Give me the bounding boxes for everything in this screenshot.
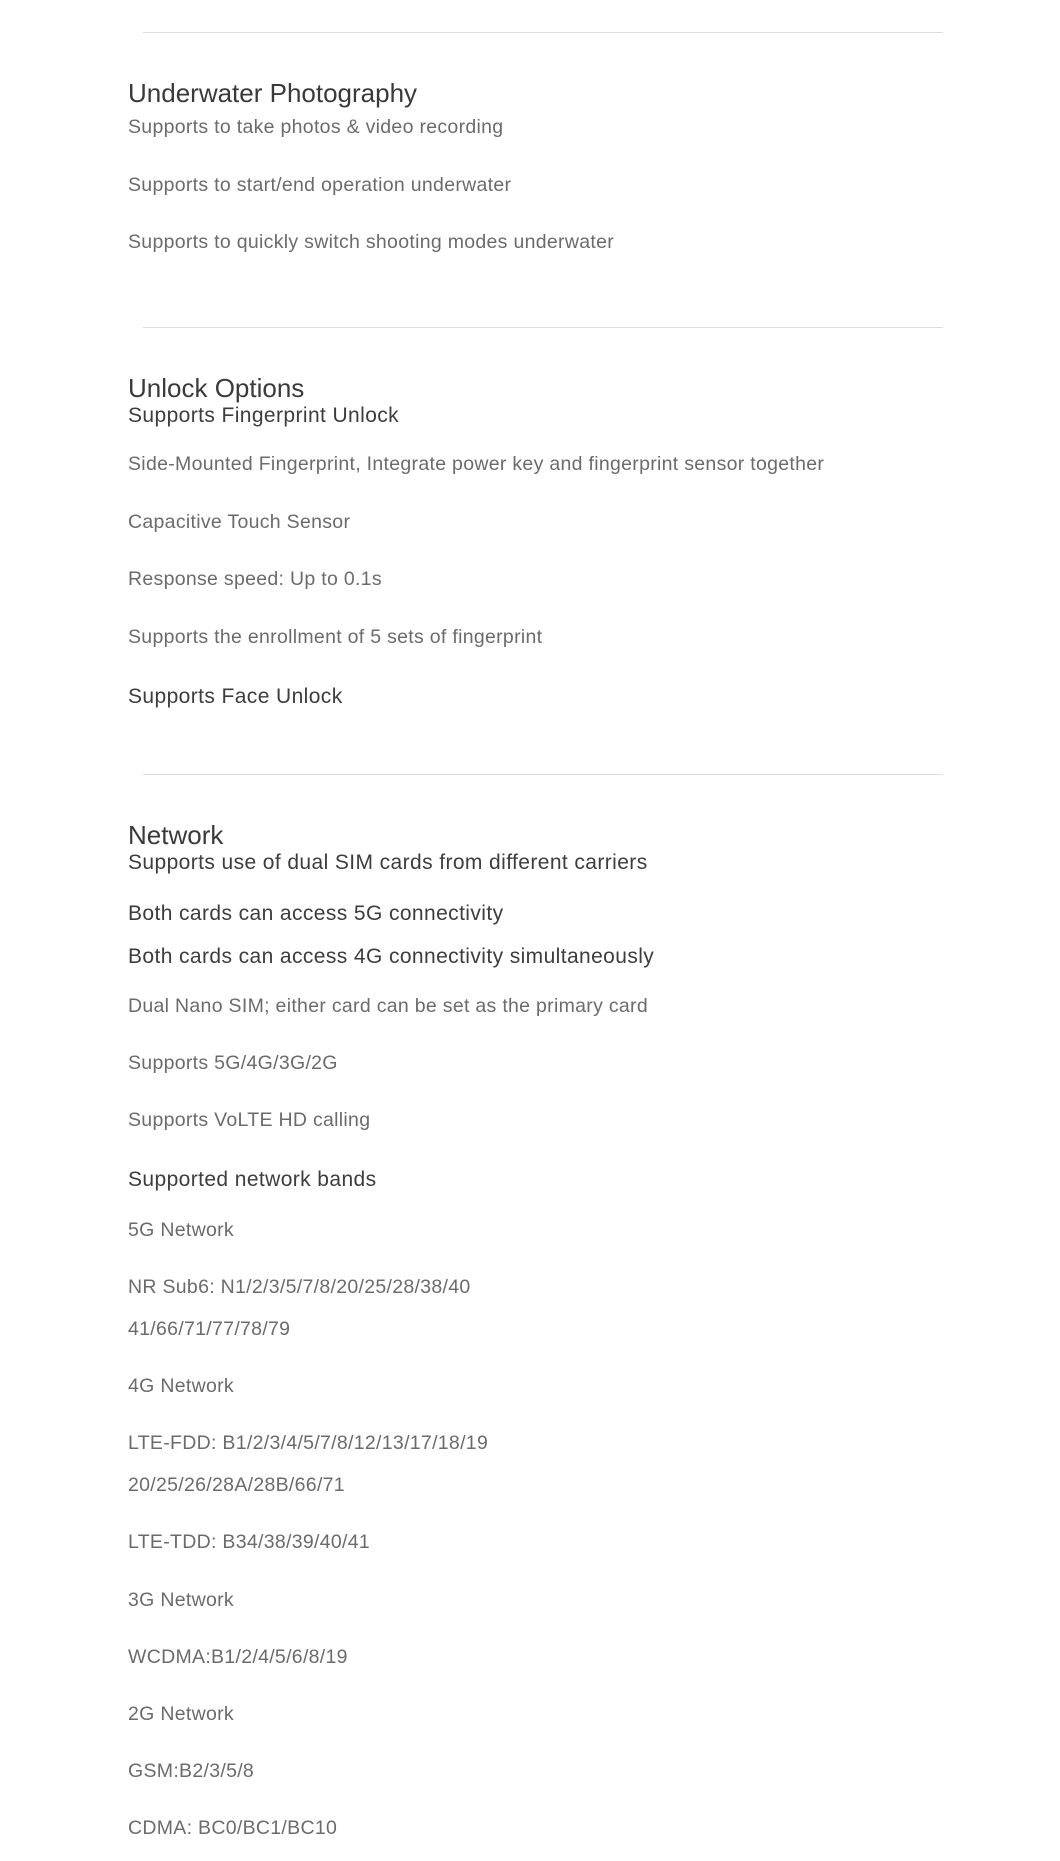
network-section-title: Network (128, 820, 224, 850)
section-divider (143, 327, 943, 328)
band-lte-fdd-cont: 20/25/26/28A/28B/66/71 (128, 1474, 345, 1496)
fingerprint-item: Capacitive Touch Sensor (128, 511, 351, 533)
band-4g-label: 4G Network (128, 1375, 234, 1397)
band-gsm: GSM:B2/3/5/8 (128, 1760, 255, 1782)
underwater-section-title: Underwater Photography (128, 78, 418, 108)
underwater-item: Supports to quickly switch shooting modes underwater (128, 231, 615, 253)
band-nr-sub6-cont: 41/66/71/77/78/79 (128, 1318, 291, 1340)
band-nr-sub6: NR Sub6: N1/2/3/5/7/8/20/25/28/38/40 (128, 1276, 471, 1298)
band-2g-label: 2G Network (128, 1703, 234, 1725)
band-wcdma: WCDMA:B1/2/4/5/6/8/19 (128, 1646, 348, 1668)
bands-heading: Supported network bands (128, 1168, 377, 1191)
band-3g-label: 3G Network (128, 1589, 234, 1611)
band-5g-label: 5G Network (128, 1219, 234, 1241)
underwater-item: Supports to take photos & video recording (128, 116, 504, 138)
fingerprint-item: Supports the enrollment of 5 sets of fingerprint (128, 626, 543, 648)
underwater-item: Supports to start/end operation underwater (128, 174, 512, 196)
band-cdma: CDMA: BC0/BC1/BC10 (128, 1817, 338, 1839)
fingerprint-unlock-heading: Supports Fingerprint Unlock (128, 404, 400, 427)
fingerprint-item: Response speed: Up to 0.1s (128, 568, 382, 590)
section-divider (143, 32, 943, 33)
unlock-section-title: Unlock Options (128, 373, 305, 403)
fingerprint-item: Side-Mounted Fingerprint, Integrate power key and fingerprint sensor together (128, 453, 825, 475)
network-item: Supports 5G/4G/3G/2G (128, 1052, 338, 1074)
network-item: Supports VoLTE HD calling (128, 1109, 371, 1131)
both-5g-heading: Both cards can access 5G connectivity (128, 902, 504, 925)
dual-sim-heading: Supports use of dual SIM cards from different carriers (128, 851, 648, 874)
band-lte-fdd: LTE-FDD: B1/2/3/4/5/7/8/12/13/17/18/19 (128, 1432, 489, 1454)
network-item: Dual Nano SIM; either card can be set as the primary card (128, 995, 648, 1017)
both-4g-heading: Both cards can access 4G connectivity simultaneously (128, 945, 655, 968)
section-divider (143, 774, 943, 775)
face-unlock-heading: Supports Face Unlock (128, 685, 343, 708)
band-lte-tdd: LTE-TDD: B34/38/39/40/41 (128, 1531, 371, 1553)
